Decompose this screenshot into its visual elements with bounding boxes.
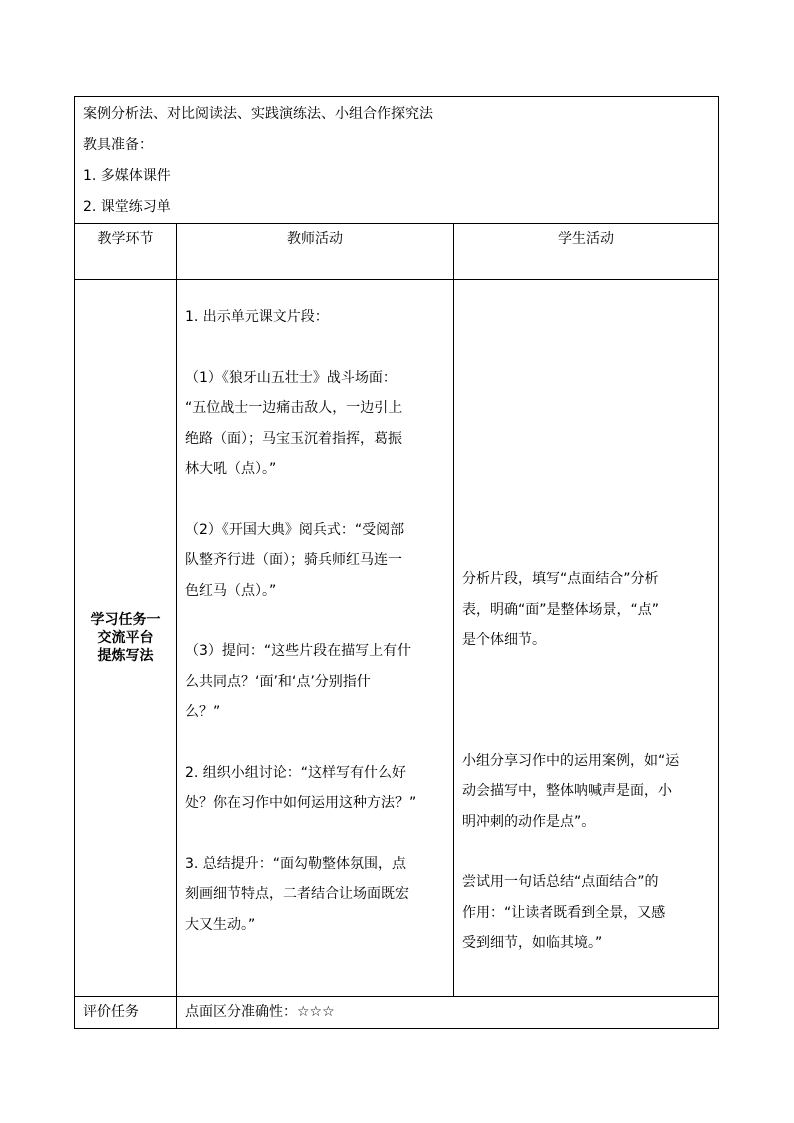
methods-line: 案例分析法、对比阅读法、实践演练法、小组合作探究法 (83, 106, 433, 122)
prep-label: 教具准备： (83, 137, 153, 153)
student-p2-line1: 小组分享习作中的运用案例，如“运 (462, 752, 680, 769)
methods-cell (75, 97, 719, 224)
evaluation-text: 点面区分准确性： (185, 1004, 297, 1020)
header-stage: 教学环节 (75, 224, 177, 280)
teacher-p1: 1. 出示单元课文片段： (185, 309, 329, 325)
teacher-p6-line1: 3. 总结提升：“面勾勒整体氛围，点 (185, 855, 407, 872)
teacher-p3-line1: （2）《开国大典》阅兵式：“受阅部 (185, 521, 405, 538)
teacher-p2-line2: “五位战士一边痛击敌人，一边引上 (185, 400, 403, 416)
star-rating: ☆☆☆ (297, 1004, 335, 1020)
lesson-plan-table (74, 96, 719, 1029)
teacher-p2-line3: 绝路（面）；马宝玉沉着指挥，葛振 (185, 430, 402, 447)
teacher-activity-cell (177, 280, 454, 997)
student-p1-line1: 分析片段，填写“点面结合”分析 (462, 571, 659, 587)
teacher-p4-line3: 么？” (185, 704, 221, 720)
teacher-p6-line2: 刻画细节特点，二者结合让场面既宏 (185, 886, 409, 902)
student-p3-line1: 尝试用一句话总结“点面结合”的 (462, 874, 659, 890)
prep-item-1: 1. 多媒体课件 (83, 168, 171, 184)
teacher-p2-line4: 林大吼（点）。” (185, 461, 277, 477)
student-p3-line3: 受到细节，如临其境。” (462, 935, 603, 951)
student-p2-line3: 明冲刺的动作是点”。 (462, 813, 596, 830)
student-activity-cell (454, 280, 719, 997)
stage-cell (75, 280, 177, 997)
evaluation-cell (177, 997, 719, 1029)
student-p1-line3: 是个体细节。 (462, 632, 546, 648)
teacher-p4-line2: 么共同点？‘面’和‘点’分别指什 (185, 673, 371, 690)
methods-row (75, 97, 719, 224)
prep-item-2: 2. 课堂练习单 (83, 199, 171, 215)
header-student: 学生活动 (454, 224, 719, 280)
stage-line-3: 提炼写法 (97, 648, 154, 664)
stage-line-1: 学习任务一 (90, 612, 161, 628)
header-teacher: 教师活动 (177, 224, 454, 280)
teacher-p6-line3: 大又生动。” (185, 916, 256, 933)
teacher-p4-line1: （3）提问：“这些片段在描写上有什 (185, 643, 412, 659)
student-p2-line2: 动会描写中，整体呐喊声是面，小 (462, 783, 672, 799)
student-p3-line2: 作用：“让读者既看到全景，又感 (462, 904, 666, 921)
teacher-p3-line3: 色红马（点）。” (185, 582, 277, 599)
task-row (75, 280, 719, 997)
stage-line-2: 交流平台 (97, 630, 154, 646)
evaluation-label: 评价任务 (75, 997, 177, 1029)
table-header-row (75, 224, 719, 280)
evaluation-row (75, 997, 719, 1029)
teacher-p5-line2: 处？你在习作中如何运用这种方法？” (185, 795, 417, 811)
teacher-p5-line1: 2. 组织小组讨论：“这样写有什么好 (185, 764, 407, 781)
student-p1-line2: 表，明确“面”是整体场景，“点” (462, 601, 660, 618)
teacher-p3-line2: 队整齐行进（面）；骑兵师红马连一 (185, 552, 402, 568)
teacher-p2-line1: （1）《狼牙山五壮士》战斗场面： (185, 369, 397, 386)
